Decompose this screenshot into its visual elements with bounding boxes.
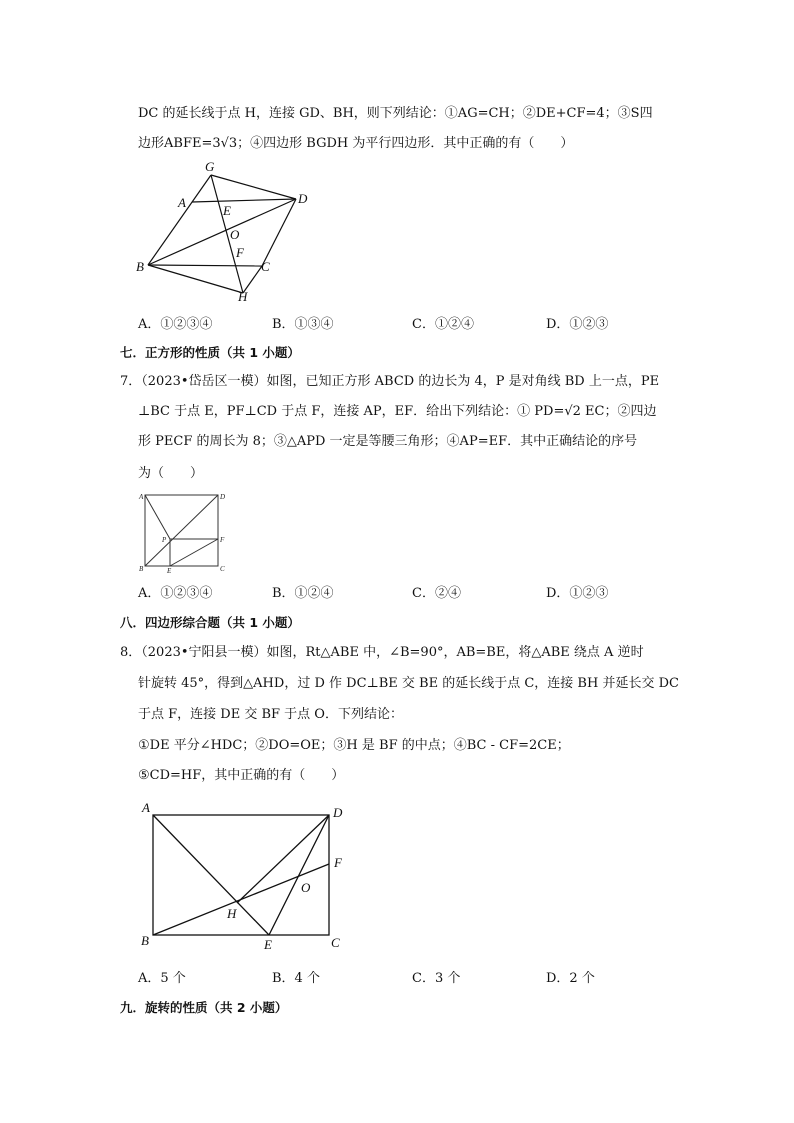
fig6-label-o: O (230, 227, 240, 242)
q8-text-line4: ①DE 平分∠HDC；②DO=OE；③H 是 BF 的中点；④BC - CF=2CE； (138, 738, 570, 753)
fig8-label-f: F (334, 855, 342, 870)
fig7-label-p: P (162, 536, 167, 544)
q6-option-b[interactable]: B．①③④ (272, 317, 334, 332)
q8-figure (136, 797, 356, 957)
q6-option-a[interactable]: A．①②③④ (138, 317, 213, 332)
q8-option-b[interactable]: B．4 个 (272, 971, 320, 986)
q8-text-line5: ⑤CD=HF，其中正确的有（ ） (138, 768, 345, 783)
q7-text-line4: 为（ ） (138, 466, 204, 481)
fig6-label-d: D (298, 191, 308, 206)
fig8-label-a: A (142, 800, 150, 815)
q8-text-line2: 针旋转 45°，得到△AHD，过 D 作 DC⊥BE 交 BE 的延长线于点 C，连接 BH 并延长交 DC (138, 676, 679, 691)
q7-text-line2: ⊥BC 于点 E，PF⊥CD 于点 F，连接 AP，EF．给出下列结论：① PD=√2 EC；②四边 (138, 404, 657, 419)
q8-option-a[interactable]: A．5 个 (138, 971, 186, 986)
q7-option-c[interactable]: C．②④ (412, 586, 461, 601)
q8-text-line1: 8．（2023•宁阳县一模）如图，Rt△ABE 中，∠B=90°，AB=BE，将△ABE 绕点 A 逆时 (120, 645, 644, 660)
section-7-title: 七．正方形的性质（共 1 小题） (120, 345, 300, 360)
fig8-label-o: O (301, 880, 311, 895)
q7-option-b[interactable]: B．①②④ (272, 586, 334, 601)
fig8-label-c: C (331, 935, 340, 950)
q6-figure (130, 155, 320, 305)
q7-option-a[interactable]: A．①②③④ (138, 586, 213, 601)
section-8-title: 八．四边形综合题（共 1 小题） (120, 615, 300, 630)
q7-text-line3: 形 PECF 的周长为 8；③△APD 一定是等腰三角形；④AP=EF．其中正确结论的序号 (138, 434, 638, 449)
fig7-label-f: F (220, 536, 225, 544)
fig6-label-a: A (178, 195, 186, 210)
fig7-label-e: E (167, 567, 172, 574)
q7-option-d[interactable]: D．①②③ (546, 586, 609, 601)
q6-text-line1: DC 的延长线于点 H，连接 GD、BH，则下列结论：①AG=CH；②DE+CF=4；③S四 (138, 106, 653, 121)
q6-text-line2: 边形ABFE=3√3；④四边形 BGDH 为平行四边形．其中正确的有（ ） (138, 136, 574, 151)
fig7-label-c: C (220, 565, 225, 573)
q7-figure (136, 489, 236, 574)
q6-option-c[interactable]: C．①②④ (412, 317, 474, 332)
fig7-label-a: A (139, 493, 144, 501)
fig8-label-h: H (227, 906, 237, 921)
fig7-label-b: B (139, 565, 144, 573)
q8-option-c[interactable]: C．3 个 (412, 971, 461, 986)
fig6-label-b: B (136, 259, 144, 274)
q6-option-d[interactable]: D．①②③ (546, 317, 609, 332)
fig8-label-e: E (264, 937, 272, 952)
fig6-label-f: F (236, 245, 244, 260)
fig6-label-e: E (223, 203, 231, 218)
q7-text-line1: 7．（2023•岱岳区一模）如图，已知正方形 ABCD 的边长为 4，P 是对角线 BD 上一点，PE (120, 374, 660, 389)
fig8-label-b: B (141, 933, 149, 948)
fig6-label-c: C (261, 259, 270, 274)
q8-option-d[interactable]: D．2 个 (546, 971, 595, 986)
q8-text-line3: 于点 F，连接 DE 交 BF 于点 O．下列结论： (138, 707, 403, 722)
fig8-label-d: D (333, 805, 343, 820)
fig7-label-d: D (220, 493, 226, 501)
fig6-label-g: G (205, 159, 215, 174)
fig6-label-h: H (238, 289, 248, 304)
section-9-title: 九．旋转的性质（共 2 小题） (120, 1000, 288, 1015)
